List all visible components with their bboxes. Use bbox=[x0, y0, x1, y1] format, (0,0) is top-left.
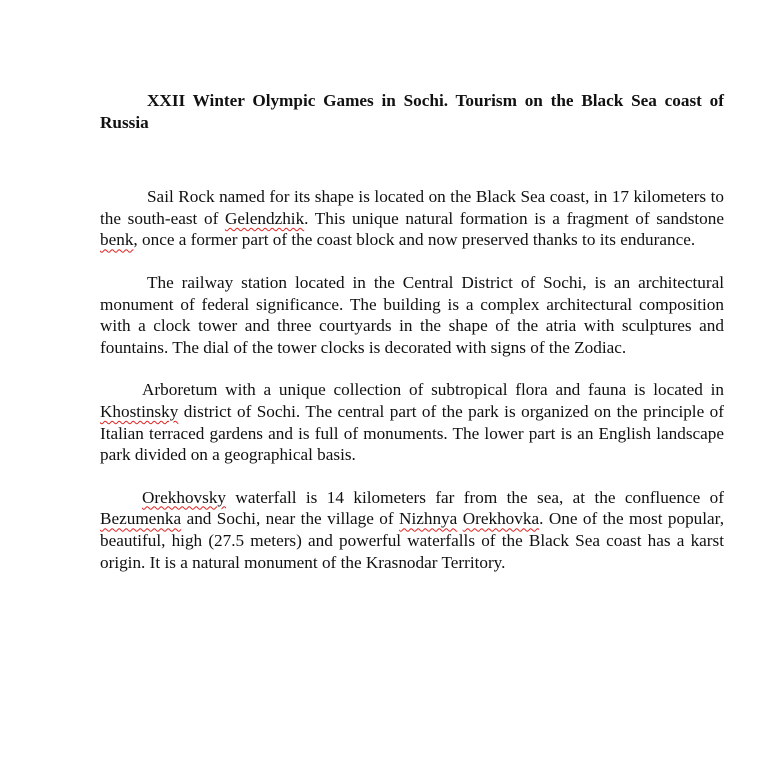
document-title: XXII Winter Olympic Games in Sochi. Tourism on the Black Sea coast of Russia bbox=[100, 91, 724, 132]
paragraph-railway-station bbox=[100, 272, 724, 358]
text-segment: district of Sochi. The central part of the park is organized on the principle of Italian terraced gardens and is full of monuments. The lower part is an English landscape park divided on a geographical basis. bbox=[100, 401, 724, 465]
misspelled-word[interactable]: Nizhnya bbox=[399, 509, 458, 529]
misspelled-word[interactable]: Khostinsky bbox=[100, 401, 179, 421]
text-segment: waterfall is 14 kilometers far from the sea, at the confluence of bbox=[226, 487, 724, 507]
misspelled-word[interactable]: Bezumenka bbox=[100, 509, 182, 529]
text-segment: and Sochi, near the village of bbox=[181, 509, 400, 529]
document-page bbox=[100, 90, 724, 573]
misspelled-word[interactable]: benk bbox=[100, 230, 134, 250]
text-segment: , once a former part of the coast block and now preserved thanks to its endurance. bbox=[133, 230, 696, 250]
paragraph-sail-rock bbox=[100, 186, 724, 251]
paragraph-arboretum bbox=[100, 379, 724, 465]
text-segment: . One of the most popular, beautiful, high (27.5 meters) and powerful waterfalls of the Black Sea coast has a karst origin. It is a natural monument of the Krasnodar Territory. bbox=[100, 509, 724, 572]
misspelled-word[interactable]: Orekhovka bbox=[462, 509, 540, 529]
text-segment: Sail Rock named for its shape is located on the Black Sea coast, in 17 kilometers to the south-east of bbox=[100, 187, 724, 228]
text-segment: Arboretum with a unique collection of subtropical flora and fauna is located in bbox=[142, 380, 724, 400]
misspelled-word[interactable]: Gelendzhik bbox=[224, 208, 305, 228]
paragraph-waterfall bbox=[100, 487, 724, 573]
text-segment: The railway station located in the Central District of Sochi, is an architectural monument of federal significance. The building is a complex architectural composition with a clock tower and three courtyards in the shape of the atria with sculptures and fountains. The dial of the tower clocks is decorated with signs of the Zodiac. bbox=[100, 272, 724, 357]
text-segment: . This unique natural formation is a fragment of sandstone bbox=[304, 208, 724, 228]
misspelled-word[interactable]: Orekhovsky bbox=[142, 487, 227, 507]
